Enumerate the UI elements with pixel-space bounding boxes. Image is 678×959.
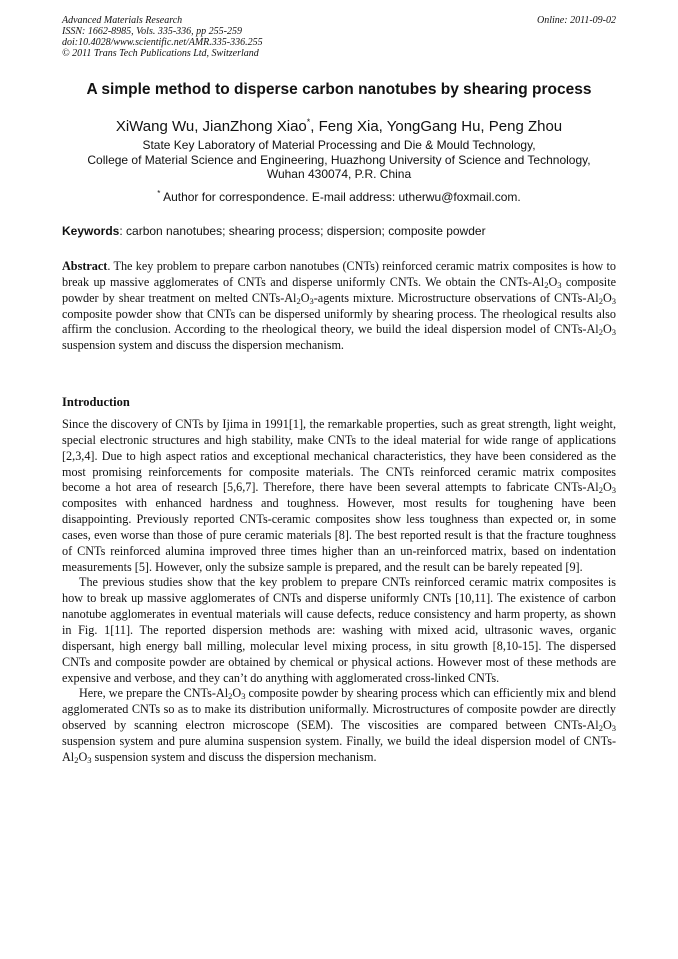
author-list (62, 112, 616, 137)
subscript: 3 (611, 327, 616, 338)
affiliation (62, 138, 616, 182)
authors-part-1: XiWang Wu, JianZhong Xiao (115, 118, 307, 135)
journal-header (62, 15, 616, 59)
intro-paragraph-2 (62, 575, 616, 686)
keywords-label: Keywords (62, 224, 120, 238)
subscript: 3 (611, 485, 616, 496)
paragraph-text: O (78, 749, 88, 764)
paragraph-text: O (602, 480, 612, 495)
abstract-text: O (602, 290, 612, 305)
affiliation-line-2: College of Material Science and Engineering, Huazhong University of Science and Technology, (87, 152, 591, 167)
subscript: 2 (74, 754, 79, 765)
issn-line: ISSN: 1662-8985, Vols. 335-336, pp 255-259 (62, 26, 242, 37)
abstract-text: -agents mixture. Microstructure observations of CNTs-Al (313, 290, 599, 305)
abstract-text: O (548, 274, 558, 289)
subscript: 2 (228, 691, 233, 702)
journal-name: Advanced Materials Research (62, 15, 183, 26)
subscript: 3 (611, 295, 616, 306)
correspondence-text: Author for correspondence. E-mail address: utherwu@foxmail.com. (163, 190, 521, 204)
subscript: 2 (598, 723, 603, 734)
keywords (62, 224, 616, 239)
paragraph-text: suspension system and discuss the dispersion mechanism. (91, 749, 377, 764)
corresponding-star: * (306, 117, 311, 127)
keywords-text: : carbon nanotubes; shearing process; dispersion; composite powder (119, 224, 486, 238)
paragraph-text: composites with enhanced hardness and toughness. However, most results for toughening have been disappointing. Previously reported CNTs-ceramic composites show less toughness than expected or, in some cases, even worse than those of pure ceramic materials [8]. The best reported result is that the fracture toughness of CNTs reinforced alumina improved three times higher than an un-reinforced matrix, based on indentation measurements [5]. However, only the subsize sample is prepared, and the result can be barely repeated [9]. (62, 496, 616, 574)
affiliation-line-3: Wuhan 430074, P.R. China (266, 167, 412, 182)
intro-paragraph-3 (62, 686, 616, 765)
subscript: 2 (598, 485, 603, 496)
abstract-text: . The key problem to prepare carbon nanotubes (CNTs) reinforced ceramic matrix composites is how to break up massive agglomerates of CNTs and disperse uniformly CNTs. We obtain the CNTs-Al (62, 259, 616, 289)
subscript: 3 (87, 754, 92, 765)
introduction-body (62, 417, 616, 766)
intro-paragraph-1 (62, 417, 616, 575)
authors-part-2: , Feng Xia, YongGang Hu, Peng Zhou (310, 118, 563, 135)
section-heading-introduction: Introduction (62, 395, 130, 409)
doi-line: doi:10.4028/www.scientific.net/AMR.335-336.255 (62, 37, 263, 48)
paragraph-text: composite powder by shearing process which can efficiently mix and blend agglomerated CNTs so as to make its distribution uniformally. Microstructures of composite powder are directly observed by scanning electron microscope (SEM). The viscosities are compared between CNTs-Al (62, 686, 616, 733)
subscript: 2 (598, 327, 603, 338)
abstract-text: suspension system and discuss the dispersion mechanism. (62, 338, 344, 353)
subscript: 2 (598, 295, 603, 306)
abstract-text: composite powder show that CNTs can be dispersed uniformly by shearing process. The rheological results also affirm the conclusion. According to the rheological theory, we build the ideal dispersion model of CNTs-Al (62, 306, 616, 337)
subscript: 3 (557, 279, 562, 290)
paragraph-text: Here, we prepare the CNTs-Al (79, 686, 229, 701)
abstract-text: O (300, 290, 310, 305)
subscript: 3 (241, 691, 246, 702)
paragraph-text: O (232, 686, 242, 701)
abstract-text: O (602, 322, 612, 337)
affiliation-line-1: State Key Laboratory of Material Processing and Die & Mould Technology, (142, 138, 536, 152)
subscript: 3 (611, 723, 616, 734)
abstract (62, 259, 616, 354)
subscript: 3 (309, 295, 314, 306)
correspondence-star: * (157, 189, 161, 198)
paper-title: A simple method to disperse carbon nanotubes by shearing process (86, 81, 592, 98)
paragraph-text: O (602, 718, 612, 733)
paragraph-text: suspension system and pure alumina suspension system. Finally, we build the ideal dispersion model of CNTs-Al (62, 733, 616, 764)
paragraph-text: The previous studies show that the key problem to prepare CNTs reinforced ceramic matrix composites is how to break up massive agglomerates of CNTs and disperse uniformly CNTs [10,11]. The existence of carbon nanotube agglomerates in eventual materials will cause defects, reduce consistency and harm property, as shown in Fig. 1[11]. The reported dispersion methods are: washing with mixed acid, ultrasonic waves, organic dispersant, high energy ball milling, molecular level mixing process, in situ growth [8,10-15]. The dispersed CNTs and composite powder are obtained by chemical or physical actions. However most of these methods are expensive and verbose, and they can’t do anything with agglomerated cross-linked CNTs. (62, 575, 616, 685)
online-date: Online: 2011-09-02 (537, 15, 616, 26)
correspondence-note (62, 186, 616, 205)
subscript: 2 (544, 279, 549, 290)
paragraph-text: Since the discovery of CNTs by Ijima in 1991[1], the remarkable properties, such as great strength, light weight, special electronic structures and high stability, make CNTs to the ideal material for wide range of applications [2,3,4]. Due to high aspect ratios and exceptional mechanical characteristics, they have been considered as the most promising reinforcements for composite materials. The CNTs reinforced ceramic matrix composites become a hot area of research [5,6,7]. Therefore, there have been several attempts to fabricate CNTs-Al (62, 417, 616, 495)
copyright-line: © 2011 Trans Tech Publications Ltd, Switzerland (62, 48, 259, 59)
abstract-text: composite powder by shear treatment on melted CNTs-Al (62, 274, 616, 305)
subscript: 2 (296, 295, 301, 306)
abstract-label: Abstract (62, 259, 108, 273)
